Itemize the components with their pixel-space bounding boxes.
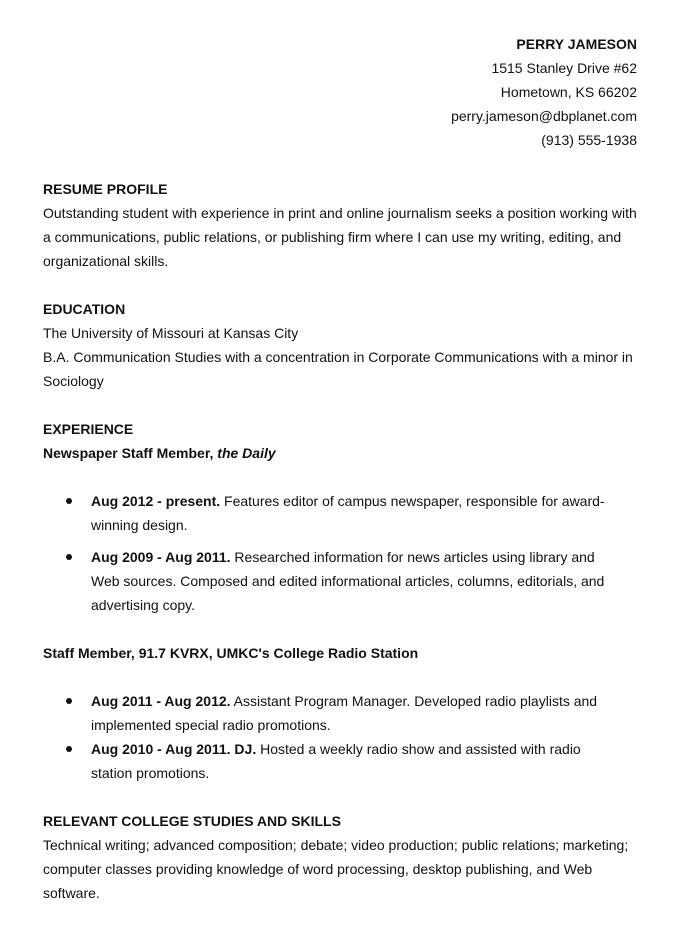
bullet-icon	[66, 498, 72, 504]
school-name: The University of Missouri at Kansas City	[43, 325, 299, 341]
phone-number: (913) 555-1938	[541, 132, 637, 148]
radio-duties-list	[43, 689, 643, 785]
job-title-main: Newspaper Staff Member,	[43, 445, 218, 461]
bullet-icon	[66, 554, 72, 560]
email-address: perry.jameson@dbplanet.com	[451, 108, 637, 124]
education-section	[43, 297, 643, 393]
contact-header	[451, 32, 637, 152]
item-date: Aug 2012 - present.	[91, 493, 221, 509]
list-item	[43, 737, 643, 785]
job-title-publication: the Daily	[217, 445, 276, 461]
item-text: Hosted a weekly radio show and assisted with radio station promotions.	[91, 741, 581, 781]
street-address: 1515 Stanley Drive #62	[491, 60, 637, 76]
bullet-icon	[66, 698, 72, 704]
applicant-name: PERRY JAMESON	[516, 36, 637, 52]
resume-body	[43, 177, 643, 929]
city-state-zip: Hometown, KS 66202	[500, 84, 637, 100]
item-date: Aug 2010 - Aug 2011. DJ.	[91, 741, 257, 757]
item-date: Aug 2011 - Aug 2012.	[91, 693, 231, 709]
item-date: Aug 2009 - Aug 2011.	[91, 549, 231, 565]
experience-section	[43, 417, 643, 809]
profile-heading: RESUME PROFILE	[43, 181, 168, 197]
bullet-icon	[66, 746, 72, 752]
skills-heading: RELEVANT COLLEGE STUDIES AND SKILLS	[43, 813, 341, 829]
degree-text: B.A. Communication Studies with a concentration in Corporate Communications with a minor in Sociology	[43, 349, 633, 389]
profile-text: Outstanding student with experience in print and online journalism seeks a position working with a communications, public relations, or publishing firm where I can use my writing, editing, and organizational skills.	[43, 205, 637, 269]
job-title-radio: Staff Member, 91.7 KVRX, UMKC's College Radio Station	[43, 645, 419, 661]
list-item	[43, 545, 643, 617]
education-heading: EDUCATION	[43, 301, 126, 317]
job-title-newspaper	[43, 441, 643, 465]
item-text: Assistant Program Manager. Developed radio playlists and implemented special radio promotions.	[91, 693, 598, 733]
newspaper-duties-list	[43, 489, 643, 617]
profile-section	[43, 177, 643, 273]
item-text: Features editor of campus newspaper, responsible for award-winning design.	[91, 493, 605, 533]
skills-text: Technical writing; advanced composition; debate; video production; public relations; marketing; computer classes providing knowledge of word processing, desktop publishing, and Web software.	[43, 837, 629, 901]
experience-heading: EXPERIENCE	[43, 421, 134, 437]
item-text: Researched information for news articles using library and Web sources. Composed and edited informational articles, columns, editorials, and advertising copy.	[91, 549, 605, 613]
list-item	[43, 689, 643, 737]
skills-section	[43, 809, 643, 905]
list-item	[43, 489, 643, 537]
